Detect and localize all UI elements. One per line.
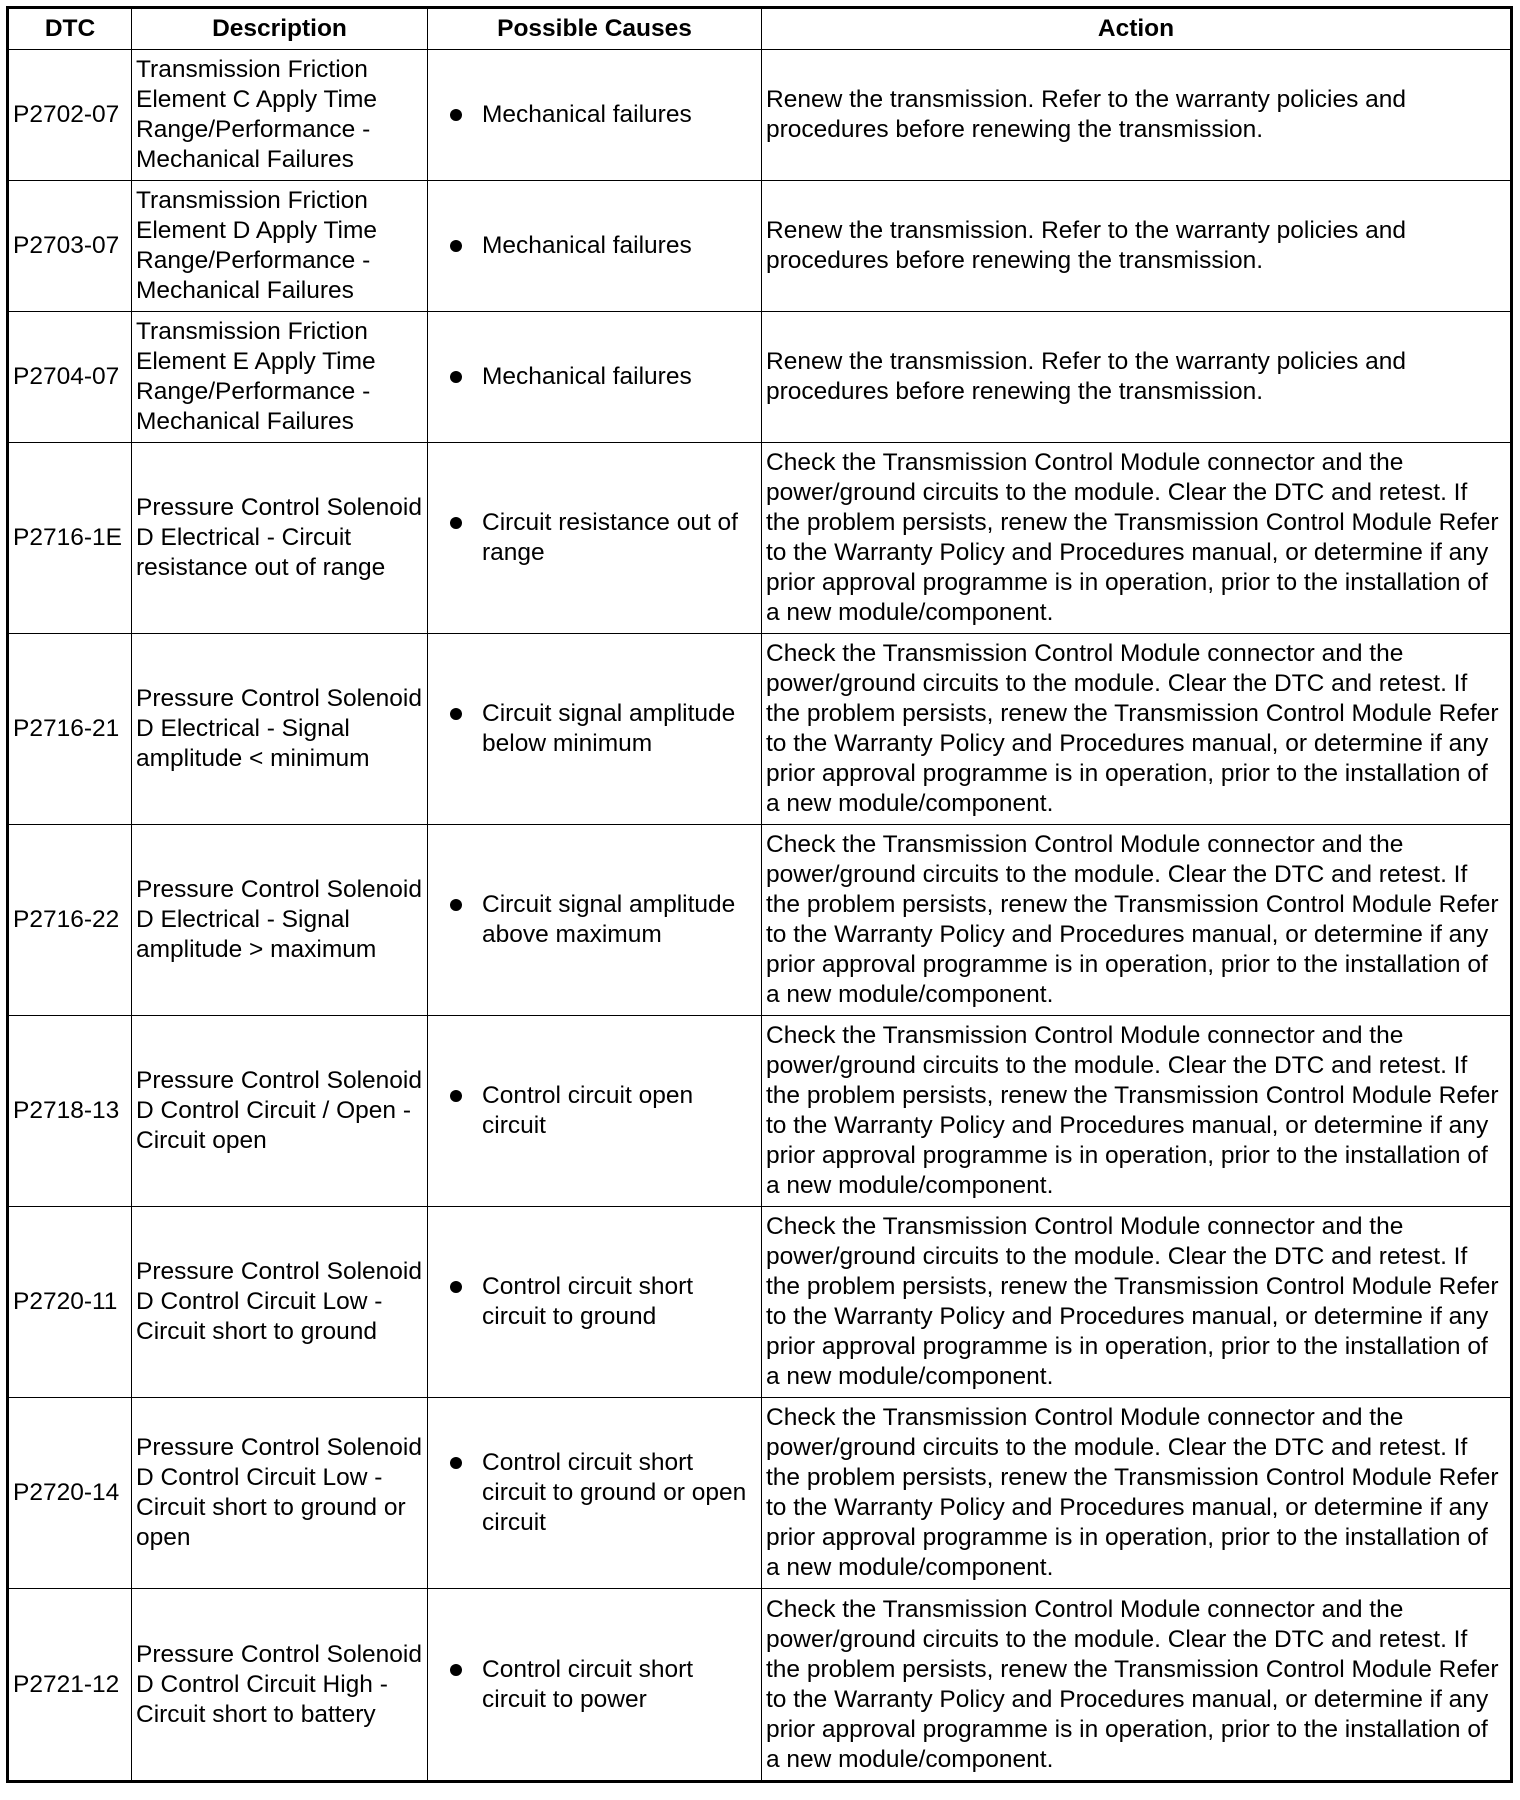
possible-cause: Mechanical failures [482,232,692,259]
possible-cause: Control circuit short circuit to ground or open circuit [482,1449,747,1536]
dtc-code: P2720-14 [8,1398,132,1589]
possible-cause: Control circuit short circuit to ground [482,1273,694,1330]
dtc-code: P2704-07 [8,312,132,443]
bullet-icon [450,899,462,911]
bullet-icon [450,109,462,121]
dtc-code: P2716-1E [8,443,132,634]
table-row [8,1207,1512,1398]
header-action: Action [762,8,1512,50]
possible-cause: Control circuit open circuit [482,1082,694,1139]
dtc-code: P2720-11 [8,1207,132,1398]
possible-cause-cell [428,1016,762,1207]
possible-cause-cell [428,825,762,1016]
action-text: Check the Transmission Control Module connector and the power/ground circuits to the module. Clear the DTC and retest. If the problem persists, renew the Transmission Control Module Refer to the Warranty Policy and Procedures manual, or determine if any prior approval programme is in operation, prior to the installation of a new module/component. [762,1207,1512,1398]
action-text: Check the Transmission Control Module connector and the power/ground circuits to the module. Clear the DTC and retest. If the problem persists, renew the Transmission Control Module Refer to the Warranty Policy and Procedures manual, or determine if any prior approval programme is in operation, prior to the installation of a new module/component. [762,1016,1512,1207]
table-row [8,181,1512,312]
possible-cause: Circuit signal amplitude above maximum [482,891,736,948]
bullet-icon [450,1281,462,1293]
bullet-icon [450,1664,462,1676]
possible-cause-cell [428,634,762,825]
header-dtc: DTC [8,8,132,50]
table-row [8,634,1512,825]
bullet-icon [450,708,462,720]
dtc-table [6,6,1513,1783]
dtc-code: P2716-21 [8,634,132,825]
dtc-description: Transmission Friction Element D Apply Time Range/Performance - Mechanical Failures [132,181,428,312]
table-row [8,312,1512,443]
bullet-icon [450,1457,462,1469]
table-row [8,1398,1512,1589]
table-row [8,443,1512,634]
bullet-icon [450,517,462,529]
dtc-code: P2702-07 [8,50,132,181]
possible-cause: Circuit signal amplitude below minimum [482,700,736,757]
bullet-icon [450,371,462,383]
possible-cause: Mechanical failures [482,363,692,390]
action-text: Renew the transmission. Refer to the warranty policies and procedures before renewing the transmission. [762,312,1512,443]
possible-cause-cell [428,443,762,634]
possible-cause: Circuit resistance out of range [482,509,738,566]
dtc-document [6,6,1513,1783]
action-text: Check the Transmission Control Module connector and the power/ground circuits to the module. Clear the DTC and retest. If the problem persists, renew the Transmission Control Module Refer to the Warranty Policy and Procedures manual, or determine if any prior approval programme is in operation, prior to the installation of a new module/component. [762,634,1512,825]
action-text: Check the Transmission Control Module connector and the power/ground circuits to the module. Clear the DTC and retest. If the problem persists, renew the Transmission Control Module Refer to the Warranty Policy and Procedures manual, or determine if any prior approval programme is in operation, prior to the installation of a new module/component. [762,1589,1512,1782]
possible-cause: Mechanical failures [482,101,692,128]
possible-cause-cell [428,1589,762,1782]
dtc-description: Pressure Control Solenoid D Electrical - Circuit resistance out of range [132,443,428,634]
dtc-code: P2716-22 [8,825,132,1016]
table-row [8,1016,1512,1207]
possible-cause-cell [428,1207,762,1398]
table-header-row [8,8,1512,50]
dtc-code: P2718-13 [8,1016,132,1207]
action-text: Check the Transmission Control Module connector and the power/ground circuits to the module. Clear the DTC and retest. If the problem persists, renew the Transmission Control Module Refer to the Warranty Policy and Procedures manual, or determine if any prior approval programme is in operation, prior to the installation of a new module/component. [762,1398,1512,1589]
header-description: Description [132,8,428,50]
dtc-description: Transmission Friction Element E Apply Time Range/Performance - Mechanical Failures [132,312,428,443]
table-row [8,50,1512,181]
possible-cause-cell [428,1398,762,1589]
possible-cause-cell [428,181,762,312]
action-text: Check the Transmission Control Module connector and the power/ground circuits to the module. Clear the DTC and retest. If the problem persists, renew the Transmission Control Module Refer to the Warranty Policy and Procedures manual, or determine if any prior approval programme is in operation, prior to the installation of a new module/component. [762,443,1512,634]
action-text: Check the Transmission Control Module connector and the power/ground circuits to the module. Clear the DTC and retest. If the problem persists, renew the Transmission Control Module Refer to the Warranty Policy and Procedures manual, or determine if any prior approval programme is in operation, prior to the installation of a new module/component. [762,825,1512,1016]
dtc-code: P2721-12 [8,1589,132,1782]
possible-cause-cell [428,50,762,181]
bullet-icon [450,240,462,252]
dtc-description: Pressure Control Solenoid D Control Circuit Low - Circuit short to ground [132,1207,428,1398]
possible-cause: Control circuit short circuit to power [482,1655,694,1713]
dtc-description: Pressure Control Solenoid D Control Circuit High - Circuit short to battery [132,1589,428,1782]
action-text: Renew the transmission. Refer to the warranty policies and procedures before renewing the transmission. [762,181,1512,312]
dtc-description: Pressure Control Solenoid D Electrical - Signal amplitude < minimum [132,634,428,825]
dtc-description: Pressure Control Solenoid D Control Circuit / Open - Circuit open [132,1016,428,1207]
table-row [8,1589,1512,1782]
dtc-description: Pressure Control Solenoid D Electrical - Signal amplitude > maximum [132,825,428,1016]
possible-cause-cell [428,312,762,443]
table-row [8,825,1512,1016]
dtc-description: Transmission Friction Element C Apply Time Range/Performance - Mechanical Failures [132,50,428,181]
action-text: Renew the transmission. Refer to the warranty policies and procedures before renewing the transmission. [762,50,1512,181]
header-possible-causes: Possible Causes [428,8,762,50]
dtc-description: Pressure Control Solenoid D Control Circuit Low - Circuit short to ground or open [132,1398,428,1589]
dtc-code: P2703-07 [8,181,132,312]
bullet-icon [450,1090,462,1102]
